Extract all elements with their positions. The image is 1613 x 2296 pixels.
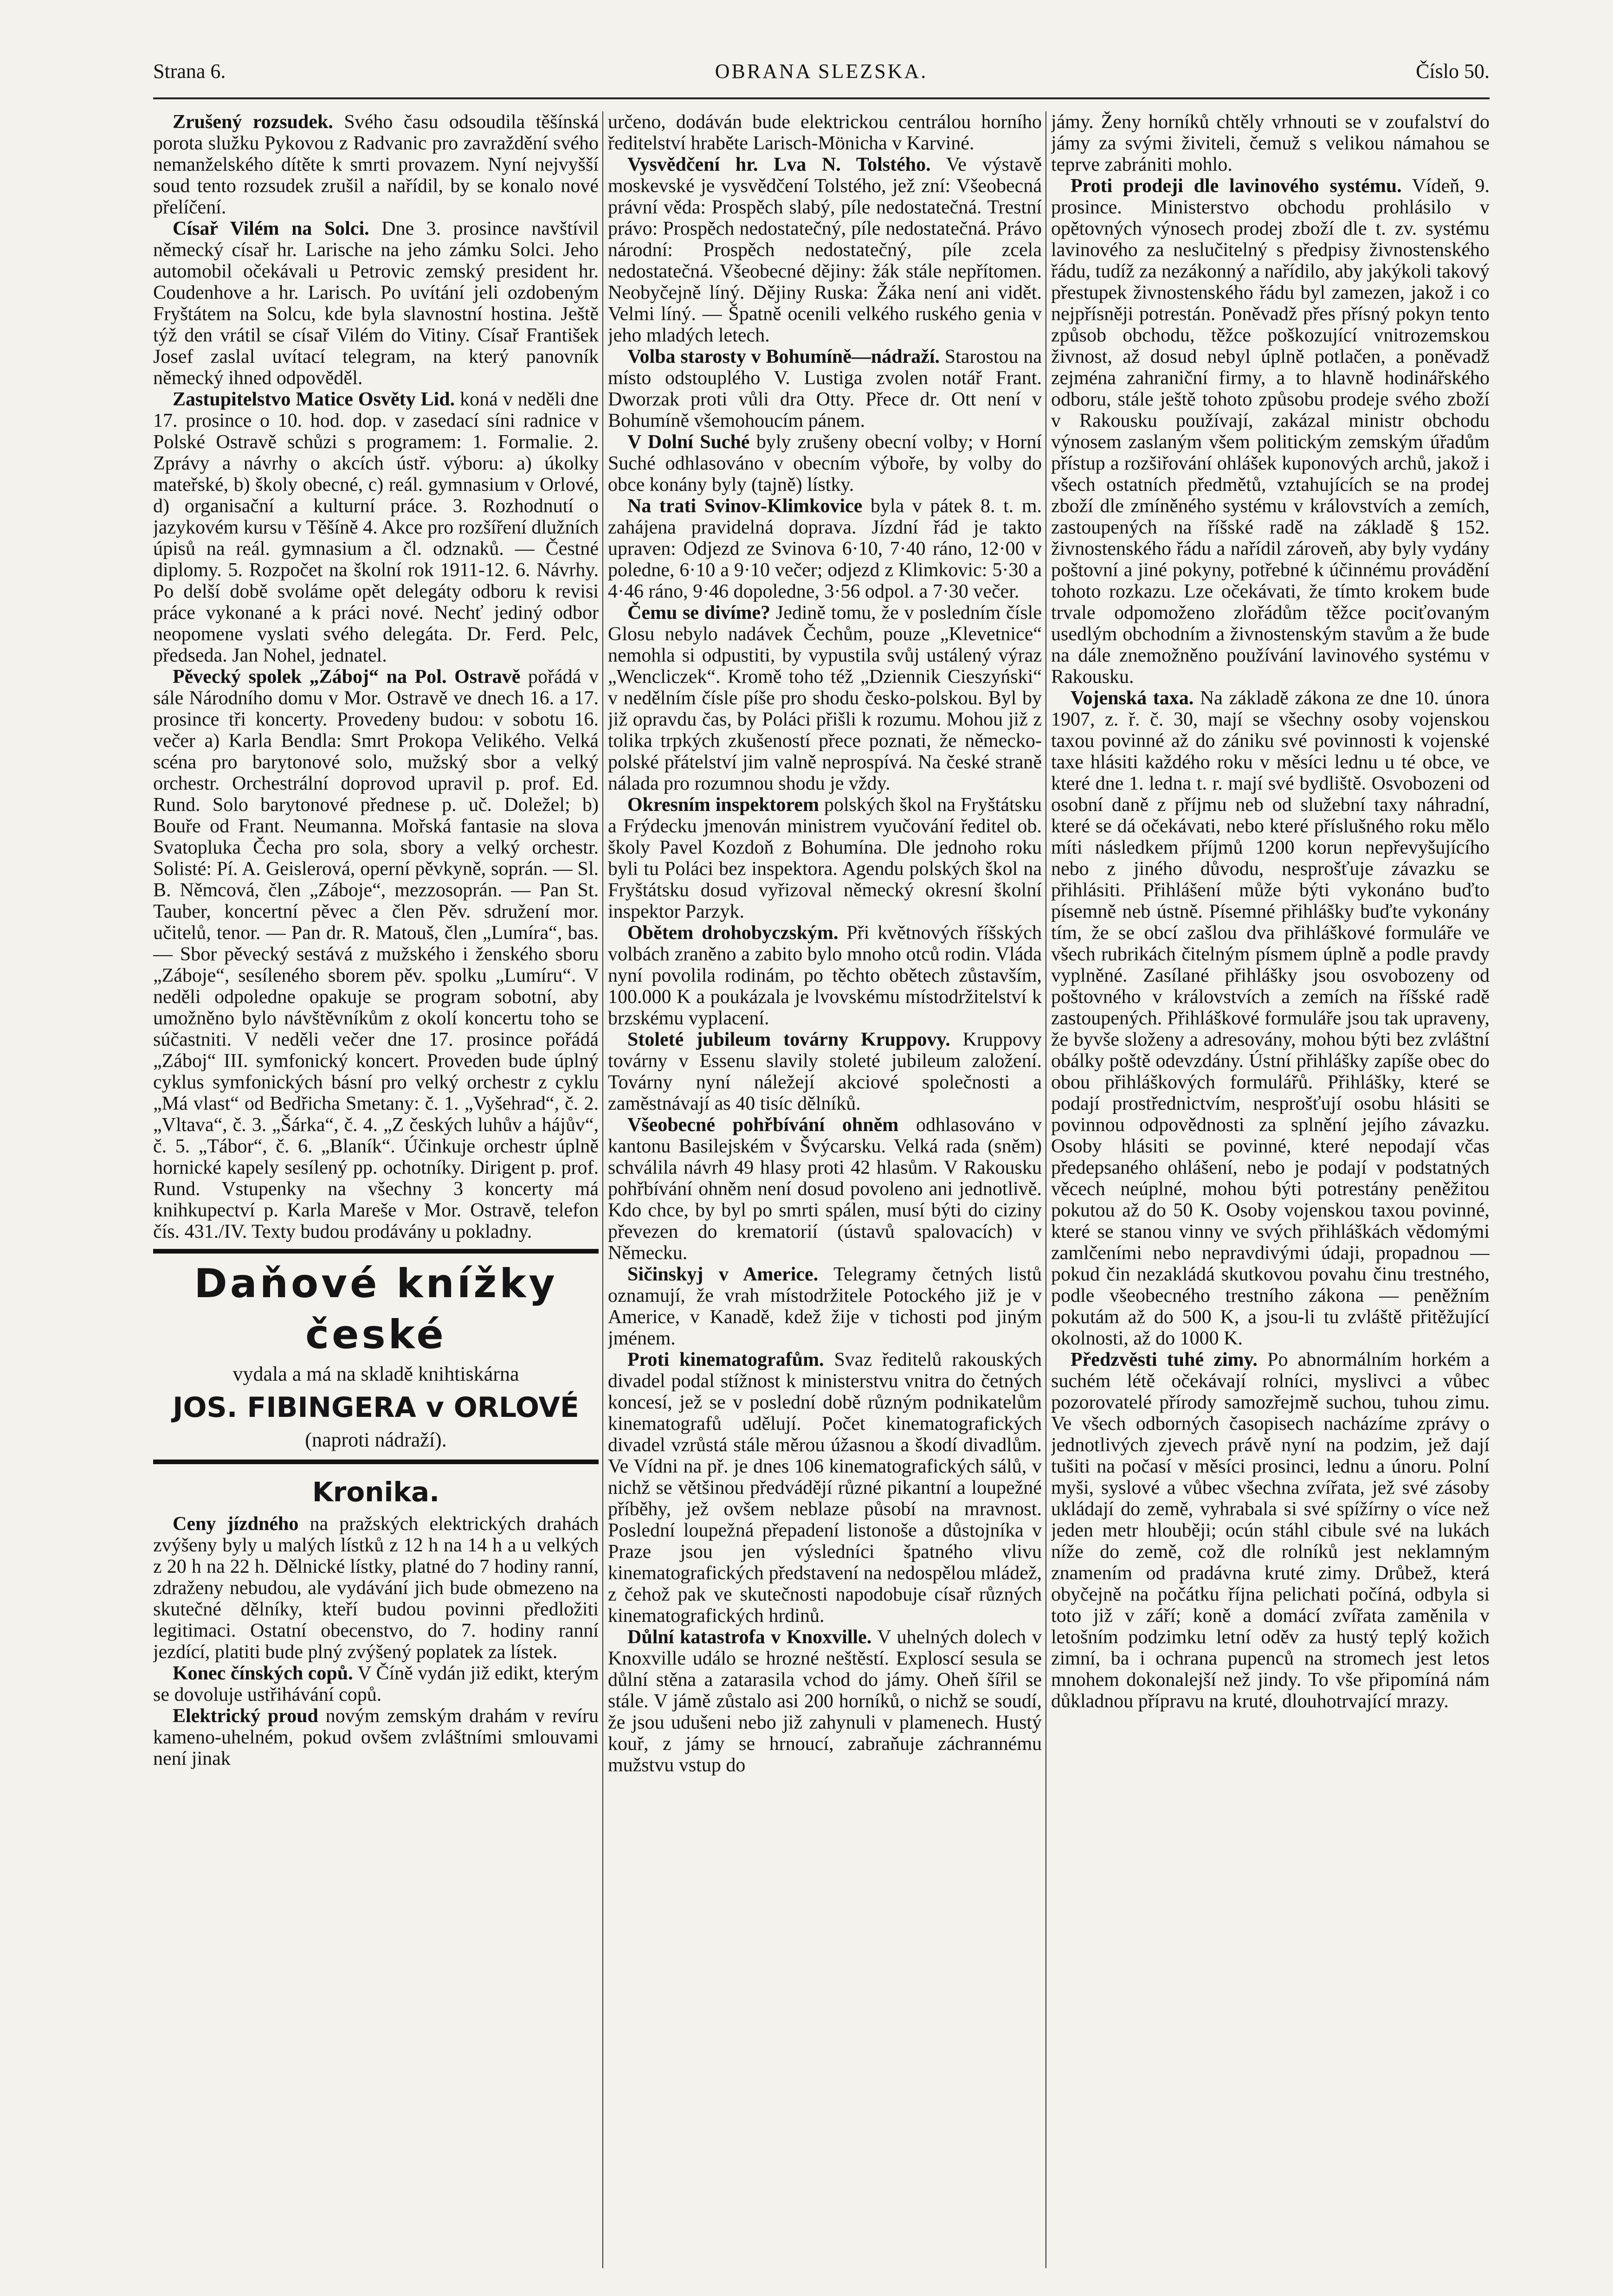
ad-title: Daňové knížky české bbox=[194, 1261, 558, 1358]
article-title: Zrušený rozsudek. bbox=[173, 111, 333, 133]
article-text: Na základě zákona ze dne 10. února 1907, z. ř. č. 30, mají se všechny osoby vojenskou taxou povinné až do zániku své povinnosti k vojenské taxe hlásiti každého roku v měsíci lednu u té obce, ve které dne 1. ledna t. r. mají své bydliště. Osvobozeni od osobní daně z příjmu neb od služební taxy náhradní, které se dá očekávati, nebo které příslušného roku mělo míti následkem příjmů 1200 korun nepřevyšujícího nebo z jiného důvodu, nesprošťuje závazku se přihlásiti. Přihlášení může býti vykonáno buďto písemně neb ústně. Písemné přihlášky buďte vykonány tím, že se obcí zašlou dva přihláškové formuláře ve všech rubrikách čitelným písmem úplně a podle pravdy vyplněné. Zasílané přihlášky jsou osvobozeny od poštovného v královstvích a zemích na říšské radě zastoupených. Přihláškové formuláře jsou tak upraveny, že byvše složeny a adresovány, mohou býti bez zvláštní obálky poště odevzdány. Ústní přihlášky zapíše obec do obou přihláškových formulářů. Přihlášky, které se podají prostřednictvím, nesprošťují osobu hlásiti se povinnou odpovědnosti za splnění jejího závazku. Osoby hlásiti se povinné, které nepodají včas předepsaného ohlášení, nebo je podají v podstatných věcech neúplné, mohou býti potrestány peněžitou pokutou až do 50 K. Osoby vojenskou taxou povinné, které se stanou vinny ve svých přihláškách vědomými zamlčeními nebo nepravdivými údaji, propadnou — pokud čin nezakládá skutkovou povahu činu trestného, podle všeobecného trestního zákona — peněžním pokutám až do 500 K, a jsou-li tu zvláště přitěžující okolnosti, až do 1000 K. bbox=[1051, 688, 1490, 1349]
section-title-kronika: Kronika. bbox=[312, 1476, 440, 1508]
article-tuha-zima bbox=[1051, 1349, 1490, 1712]
article-text: Dne 3. prosince navštívil německý císař hr. Larische na jeho zámku Solci. Jeho automobil očekávali u Petrovic zemský president hr. Coudenhove a hr. Larisch. Po uvítání jeli ozdobeným Fryštátem na Solcu, kde byla slavnostní hostina. Ještě týž den vrátil se císař Vilém do Vitiny. Císař František Josef zaslal uvítací telegram, na který panovník německý ihned odpověděl. bbox=[153, 218, 599, 389]
article-title: Okresním inspektorem bbox=[627, 794, 819, 816]
article-title: Vysvědčení hr. Lva N. Tolstého. bbox=[627, 154, 931, 175]
article-zaboj bbox=[153, 666, 599, 1242]
page-number: Strana 6. bbox=[153, 60, 226, 83]
article-kinematografy bbox=[608, 1349, 1042, 1627]
article-volba-starosty bbox=[608, 346, 1042, 431]
article-title: Pěvecký spolek „Záboj“ na Pol. Ostravě bbox=[173, 666, 521, 688]
article-text: polských škol na Fryštátsku a Frýdecku jmenován ministrem vyučování ředitel ob. školy Pavel Kozdoň z Bohumína. Dle jednoho roku byli tu Poláci bez inspektora. Agendu polských škol na Fryštátsku dosud vyřizoval německý okresní školní inspektor Parzyk. bbox=[608, 794, 1042, 922]
newspaper-title: OBRANA SLEZSKA. bbox=[715, 60, 928, 83]
article-ceny-jizdneho bbox=[153, 1513, 599, 1663]
article-title: Konec čínských copů. bbox=[173, 1663, 353, 1684]
article-elektricky-proud bbox=[153, 1705, 599, 1769]
article-title: Ceny jízdného bbox=[173, 1513, 299, 1535]
page-header bbox=[153, 59, 1490, 96]
article-title: Elektrický proud bbox=[173, 1705, 318, 1727]
article-text: Telegramy četných listů oznamují, že vrah místodržitele Potockého již je v Americe, v Kanadě, kdež žije v tichosti pod jiným jménem. bbox=[608, 1264, 1042, 1349]
article-title: Vojenská taxa. bbox=[1071, 688, 1194, 709]
article-lavinovy-system bbox=[1051, 175, 1490, 688]
article-vojenska-taxa bbox=[1051, 688, 1490, 1349]
article-konec-copu bbox=[153, 1663, 599, 1705]
article-text: koná v neděli dne 17. prosince o 10. hod. dop. v zasedací síni radnice v Polské Ostravě schůzi s programem: 1. Formalie. 2. Zprávy a návrhy o akcích ústř. výboru: a) úkolky mateřské, b) školy obecné, c) reál. gymnasium v Orlové, d) organisační a kulturní práce. 3. Rozhodnutí o jazykovém kursu v Těšíně 4. Akce pro rozšíření dlužních úpisů na reál. gymnasium a čl. odznaků. — Čestné diplomy. 5. Rozpočet na školní rok 1911-12. 6. Návrhy. Po delší době svoláme opět delegáty odboru k revisi práce vykonané a k práci nové. Nechť jediný odbor neopomene vyslati svého delegáta. Dr. Ferd. Pelc, předseda. Jan Nohel, jednatel. bbox=[153, 389, 599, 666]
article-text: pořádá v sále Národního domu v Mor. Ostravě ve dnech 16. a 17. prosince tři koncerty. Provedeny budou: v sobotu 16. večer a) Karla Bendla: Smrt Prokopa Velikého. Velká scéna pro barytonové solo, mužský sbor a velký orchestr. Orchestrální doprovod upravil p. prof. Ed. Rund. Solo barytonové přednese p. uč. Doležel; b) Bouře od Frant. Neumanna. Mořská fantasie na slova Svatopluka Čecha pro sola, sbory a velký orchestr. Solisté: Pí. A. Geislerová, operní pěvkyně, soprán. — Sl. B. Němcová, člen „Záboje“, mezzosoprán. — Pan St. Tauber, koncertní pěvec a člen Pěv. sdružení mor. učitelů, tenor. — Pan dr. R. Matouš, člen „Lumíra“, bas. — Sbor pěvecký sestává z mužského i ženského sboru „Záboje“, sesíleného sborem pěv. spolku „Lumíru“. V neděli odpoledne opakuje se program sobotní, aby umožněno bylo návštěvníkům z okolí koncertu toho se súčastniti. V neděli večer dne 17. prosince pořádá „Záboj“ III. symfonický koncert. Proveden bude úplný cyklus symfonických básní pro velký orchestr z cyklu „Má vlast“ od Bedřicha Smetany: č. 1. „Vyšehrad“, č. 2. „Vltava“, č. 3. „Šárka“, č. 4. „Z českých luhův a hájův“, č. 5. „Tábor“, č. 6. „Blaník“. Účinkuje orchestr úplně hornické kapely sesílený pp. ochotníky. Dirigent p. prof. Rund. Vstupenky na všechny 3 koncerty má knihkupectví p. Karla Mareše v Mor. Ostravě, telefon čís. 431./IV. Texty budou prodávány u pokladny. bbox=[153, 666, 599, 1242]
article-drohobycz bbox=[608, 922, 1042, 1029]
article-title: Císař Vilém na Solci. bbox=[173, 218, 369, 239]
article-title: Důlní katastrofa v Knoxville. bbox=[627, 1627, 872, 1648]
article-text: Vídeň, 9. prosince. Ministerstvo obchodu prohlásilo v opětovných výnosech prodej zboží dle t. zv. systému lavinového za neslučitelný s předpisy živnostenského řádu, tudíž za nezákonný a nařídilo, aby jakýkoli takový přestupek živnostenského řádu byl zamezen, jakož i co nejpřísněji potrestán. Poněvadž přes přísný pokyn tento způsob obchodu, těžce poškozující vnitrozemskou živnost, až dosud nebyl úplně potlačen, a poněvadž zejména zahraniční firmy, a to hlavně hodinářského odboru, stále ještě tohoto způsobu prodeje svého zboží v Rakousku používají, zakázal ministr obchodu výnosem zaslaným všem politickým zemským úřadům přístup a rozšiřování ohlášek kuponových archů, jakož i všech ostatních předmětů, vztahujících se na prodej zboží dle zmíněného systému v královstvích a zemích, zastoupených na říšské radě na základě § 152. živnostenského řádu a nařídil zároveň, aby byly vydány poštovní a jiné pokyny, potřebné k účinnému provádění tohoto rozkazu. Lze očekávati, že tímto krokem bude trvale odpomoženo zlořádům těžce pociťovaným usedlým obchodním a živnostenským stavům a že bude na dále znemožněno používání lavinového systému v Rakousku. bbox=[1051, 175, 1490, 688]
article-text: Svého času odsoudila těšínská porota služku Pykovou z Radvanic pro zavraždění svého nemanželského dítěte k smrti provazem. Nyní nejvyšší soud tento rozsudek zrušil a nařídil, by se konalo nové přelíčení. bbox=[153, 111, 599, 218]
article-title: Obětem drohobyczským. bbox=[627, 922, 839, 944]
article-title: Čemu se divíme? bbox=[627, 602, 771, 624]
article-text: Při květnových říšských volbách zraněno a zabito bylo mnoho otců rodin. Vláda nyní povolila rodinám, po těchto obětech zůstavším, 100.000 K a poukázala je lvovskému místodržitelství k brzskému vyplacení. bbox=[608, 922, 1042, 1029]
issue-number: Číslo 50. bbox=[1416, 60, 1490, 83]
article-title: Zastupitelstvo Matice Osvěty Lid. bbox=[173, 389, 455, 410]
article-title: Proti prodeji dle lavinového systému. bbox=[1071, 175, 1402, 197]
article-text: odhlasováno v kantonu Basilejském v Švýcarsku. Velká rada (sněm) schválila návrh 49 hlasy proti 42 hlasům. V Rakousku pohřbívání ohněm není dosud povoleno ani jednotlivě. Kdo chce, by byl po smrti spálen, musí býti do ciziny převezen do krematorií (ústavů spalovacích) v Německu. bbox=[608, 1114, 1042, 1264]
column-2 bbox=[608, 111, 1042, 2273]
article-title: Volba starosty v Bohumíně—nádraží. bbox=[627, 346, 940, 367]
article-dolni-sucha bbox=[608, 431, 1042, 495]
article-svinov-klimkovice bbox=[608, 495, 1042, 602]
article-title: Sičinskyj v Americe. bbox=[627, 1264, 819, 1285]
article-text: V Číně vydán již edikt, kterým se dovoluje ustřihávání copů. bbox=[153, 1663, 599, 1705]
article-text: Jedině tomu, že v posledním čísle Glosu nebylo nadávek Čechům, pouze „Klevetnice“ nemohla si odpustiti, by vypustila svůj ustálený výraz „Wencliczek“. Kromě toho též „Dziennik Cieszyński“ v nedělním čísle píše pro shodu česko-polskou. Byl by již opravdu čas, by Poláci přišli k rozumu. Mohou již z tolika trpkých zkušeností přece poznati, že německo-polské přátelství jim valně neprospívá. Na české straně nálada pro rozumnou shodu je vždy. bbox=[608, 602, 1042, 794]
article-cisar-vilem bbox=[153, 218, 599, 389]
article-text: byly zrušeny obecní volby; v Horní Suché odhlasováno v obecním výboře, by volby do obce konány byly (tajně) lístky. bbox=[608, 431, 1042, 495]
article-sicinskyj bbox=[608, 1264, 1042, 1349]
article-zruseny-rozsudek bbox=[153, 111, 599, 218]
article-text: V uhelných dolech v Knoxville událo se hrozné neštěstí. Exploscí sesula se důlní stěna a zatarasila vchod do jámy. Oheň šířil se stále. V jámě zůstalo asi 200 horníků, o nichž se soudí, že jsou udušeni nebo již zahynuli v plamenech. Hustý kouř, z jámy se hrnoucí, zabraňuje záchrannému mužstvu vstup do bbox=[608, 1627, 1042, 1776]
article-text: na pražských elektrických drahách zvýšeny byly u malých lístků z 12 h na 14 h a u velkých z 20 h na 22 h. Dělnické lístky, platné do 7 hodiny ranní, zdraženy nebudou, ale vydávání jich bude obmezeno na skutečné dělníky, kteří budou povinni předložiti legitimaci. Ostatní obecenstvo, do 7. hodiny ranní jezdící, platiti bude plný zvýšený poplatek za lístek. bbox=[153, 1513, 599, 1663]
article-text: Svaz ředitelů rakouských divadel podal stížnost k ministerstvu vnitra do četných koncesí, jež se v poslední době různým podnikatelům kinematografů udělují. Počet kinematografických divadel vzrůstá stále měrou úžasnou a škodí divadlům. Ve Vídni na př. je dnes 106 kinematografických sálů, v nichž se většinou předvádějí různé pikantní a loupežné příběhy, jež ovšem neblaze působí na mravnost. Poslední loupežná přepadení listonoše a důstojníka v Praze jsou jen výsledníci špatného vlivu kinematografických představení na nedospělou mládež, z čehož pak ve skutečnosti napodobuje císař různých kinematografických hrdinů. bbox=[608, 1349, 1042, 1627]
article-text: Ve výstavě moskevské je vysvědčení Tolstého, jež zní: Všeobecná právní věda: Prospěch slabý, píle nedostatečná. Trestní právo: Prospěch nedostatečný, píle nedostatečná. Právo národní: Prospěch nedostatečný, píle zcela nedostatečná. Všeobecné dějiny: žák stále nepřítomen. Neobyčejně líný. Dějiny Ruska: Žáka není ani vidět. Velmi líný. — Špatně ocenili velkého ruského genia v jeho mladých letech. bbox=[608, 154, 1042, 346]
column-3 bbox=[1051, 111, 1490, 2273]
article-title: Proti kinematografům. bbox=[627, 1349, 824, 1370]
article-text: Kruppovy továrny v Essenu slavily stoleté jubileum založení. Továrny nyní náležejí akciové společnosti a zaměstnávají as 40 tisíc dělníků. bbox=[608, 1029, 1042, 1114]
article-tolsty bbox=[608, 154, 1042, 346]
article-title: V Dolní Suché bbox=[627, 431, 750, 453]
column-divider bbox=[602, 111, 603, 2268]
article-krupp bbox=[608, 1029, 1042, 1114]
article-title: Stoleté jubileum továrny Kruppovy. bbox=[627, 1029, 950, 1050]
ad-firm: JOS. FIBINGERA v ORLOVÉ bbox=[173, 1391, 579, 1424]
column-1 bbox=[153, 111, 599, 2273]
article-matice-osvety bbox=[153, 389, 599, 666]
article-title: Na trati Svinov-Klimkovice bbox=[627, 495, 863, 517]
advertisement bbox=[153, 1249, 599, 1464]
article-text: novým zemským drahám v revíru kameno-uhelném, pokud ovšem zvláštními smlouvami není jinak bbox=[153, 1705, 599, 1769]
article-pohrbivani bbox=[608, 1114, 1042, 1264]
article-okresni-inspektor bbox=[608, 794, 1042, 922]
article-title: Všeobecné pohřbívání ohněm bbox=[627, 1114, 899, 1136]
article-continuation: určeno, dodáván bude elektrickou centrálou horního ředitelství hraběte Larisch-Mönicha v Karviné. bbox=[608, 111, 1042, 154]
header-rule bbox=[153, 97, 1490, 99]
article-text: Po abnormálním horkém a suchém létě očekávají rolníci, myslivci a vůbec pozorovatelé přírody samozřejmě suchou, tuhou zimu. Ve všech odborných časopisech nacházíme zprávy o jednotlivých zjevech právě nyní na podzim, jež dají tušiti na počasí v měsíci prosinci, lednu a únoru. Polní myši, syslové a vůbec všechna zvířata, jež své zásoby ukládají do země, vyhrabala si své spížírny o více než jeden metr hlouběji; ocún stáhl cibule své na lukách níže do země, což dle rolníků jest neklamným znamením od pradávna kruté zimy. Drůbež, která obyčejně na počátku října pelichati počíná, odbyla si toto již v září; koně a domácí zvířata zaměnila v letošním podzimku letní oděv za hustý teplý kožich zimní, ba i ochrana pupenců na stromech jest letos mnohem dokonalejší než jindy. To vše připomíná nám důkladnou přípravu na kruté, dlouhotrvající mrazy. bbox=[1051, 1349, 1490, 1712]
ad-subtitle: vydala a má na skladě knihtiskárna bbox=[232, 1363, 519, 1385]
article-text: byla v pátek 8. t. m. zahájena pravidelná doprava. Jízdní řád je takto upraven: Odjezd ze Svinova 6·10, 7·40 ráno, 12·00 v poledne, 6·10 a 9·10 večer; odjezd z Klimkovic: 5·30 a 4·46 ráno, 9·46 dopoledne, 3·56 odpol. a 7·30 večer. bbox=[608, 495, 1042, 602]
article-continuation: jámy. Ženy horníků chtěly vrhnouti se v zoufalství do jámy za svými živiteli, čemuž s velikou námahou se teprve zabrániti mohlo. bbox=[1051, 111, 1490, 175]
article-text: Starostou na místo odstouplého V. Lustiga zvolen notář Frant. Dworzak proti vůli dra Otty. Přece dr. Ott není v Bohumíně všemohoucím pánem. bbox=[608, 346, 1042, 431]
article-knoxville bbox=[608, 1627, 1042, 1776]
article-cemu-se-divime bbox=[608, 602, 1042, 794]
column-divider bbox=[1045, 111, 1046, 2268]
article-title: Předzvěsti tuhé zimy. bbox=[1071, 1349, 1258, 1370]
ad-note: (naproti nádraží). bbox=[305, 1428, 447, 1451]
